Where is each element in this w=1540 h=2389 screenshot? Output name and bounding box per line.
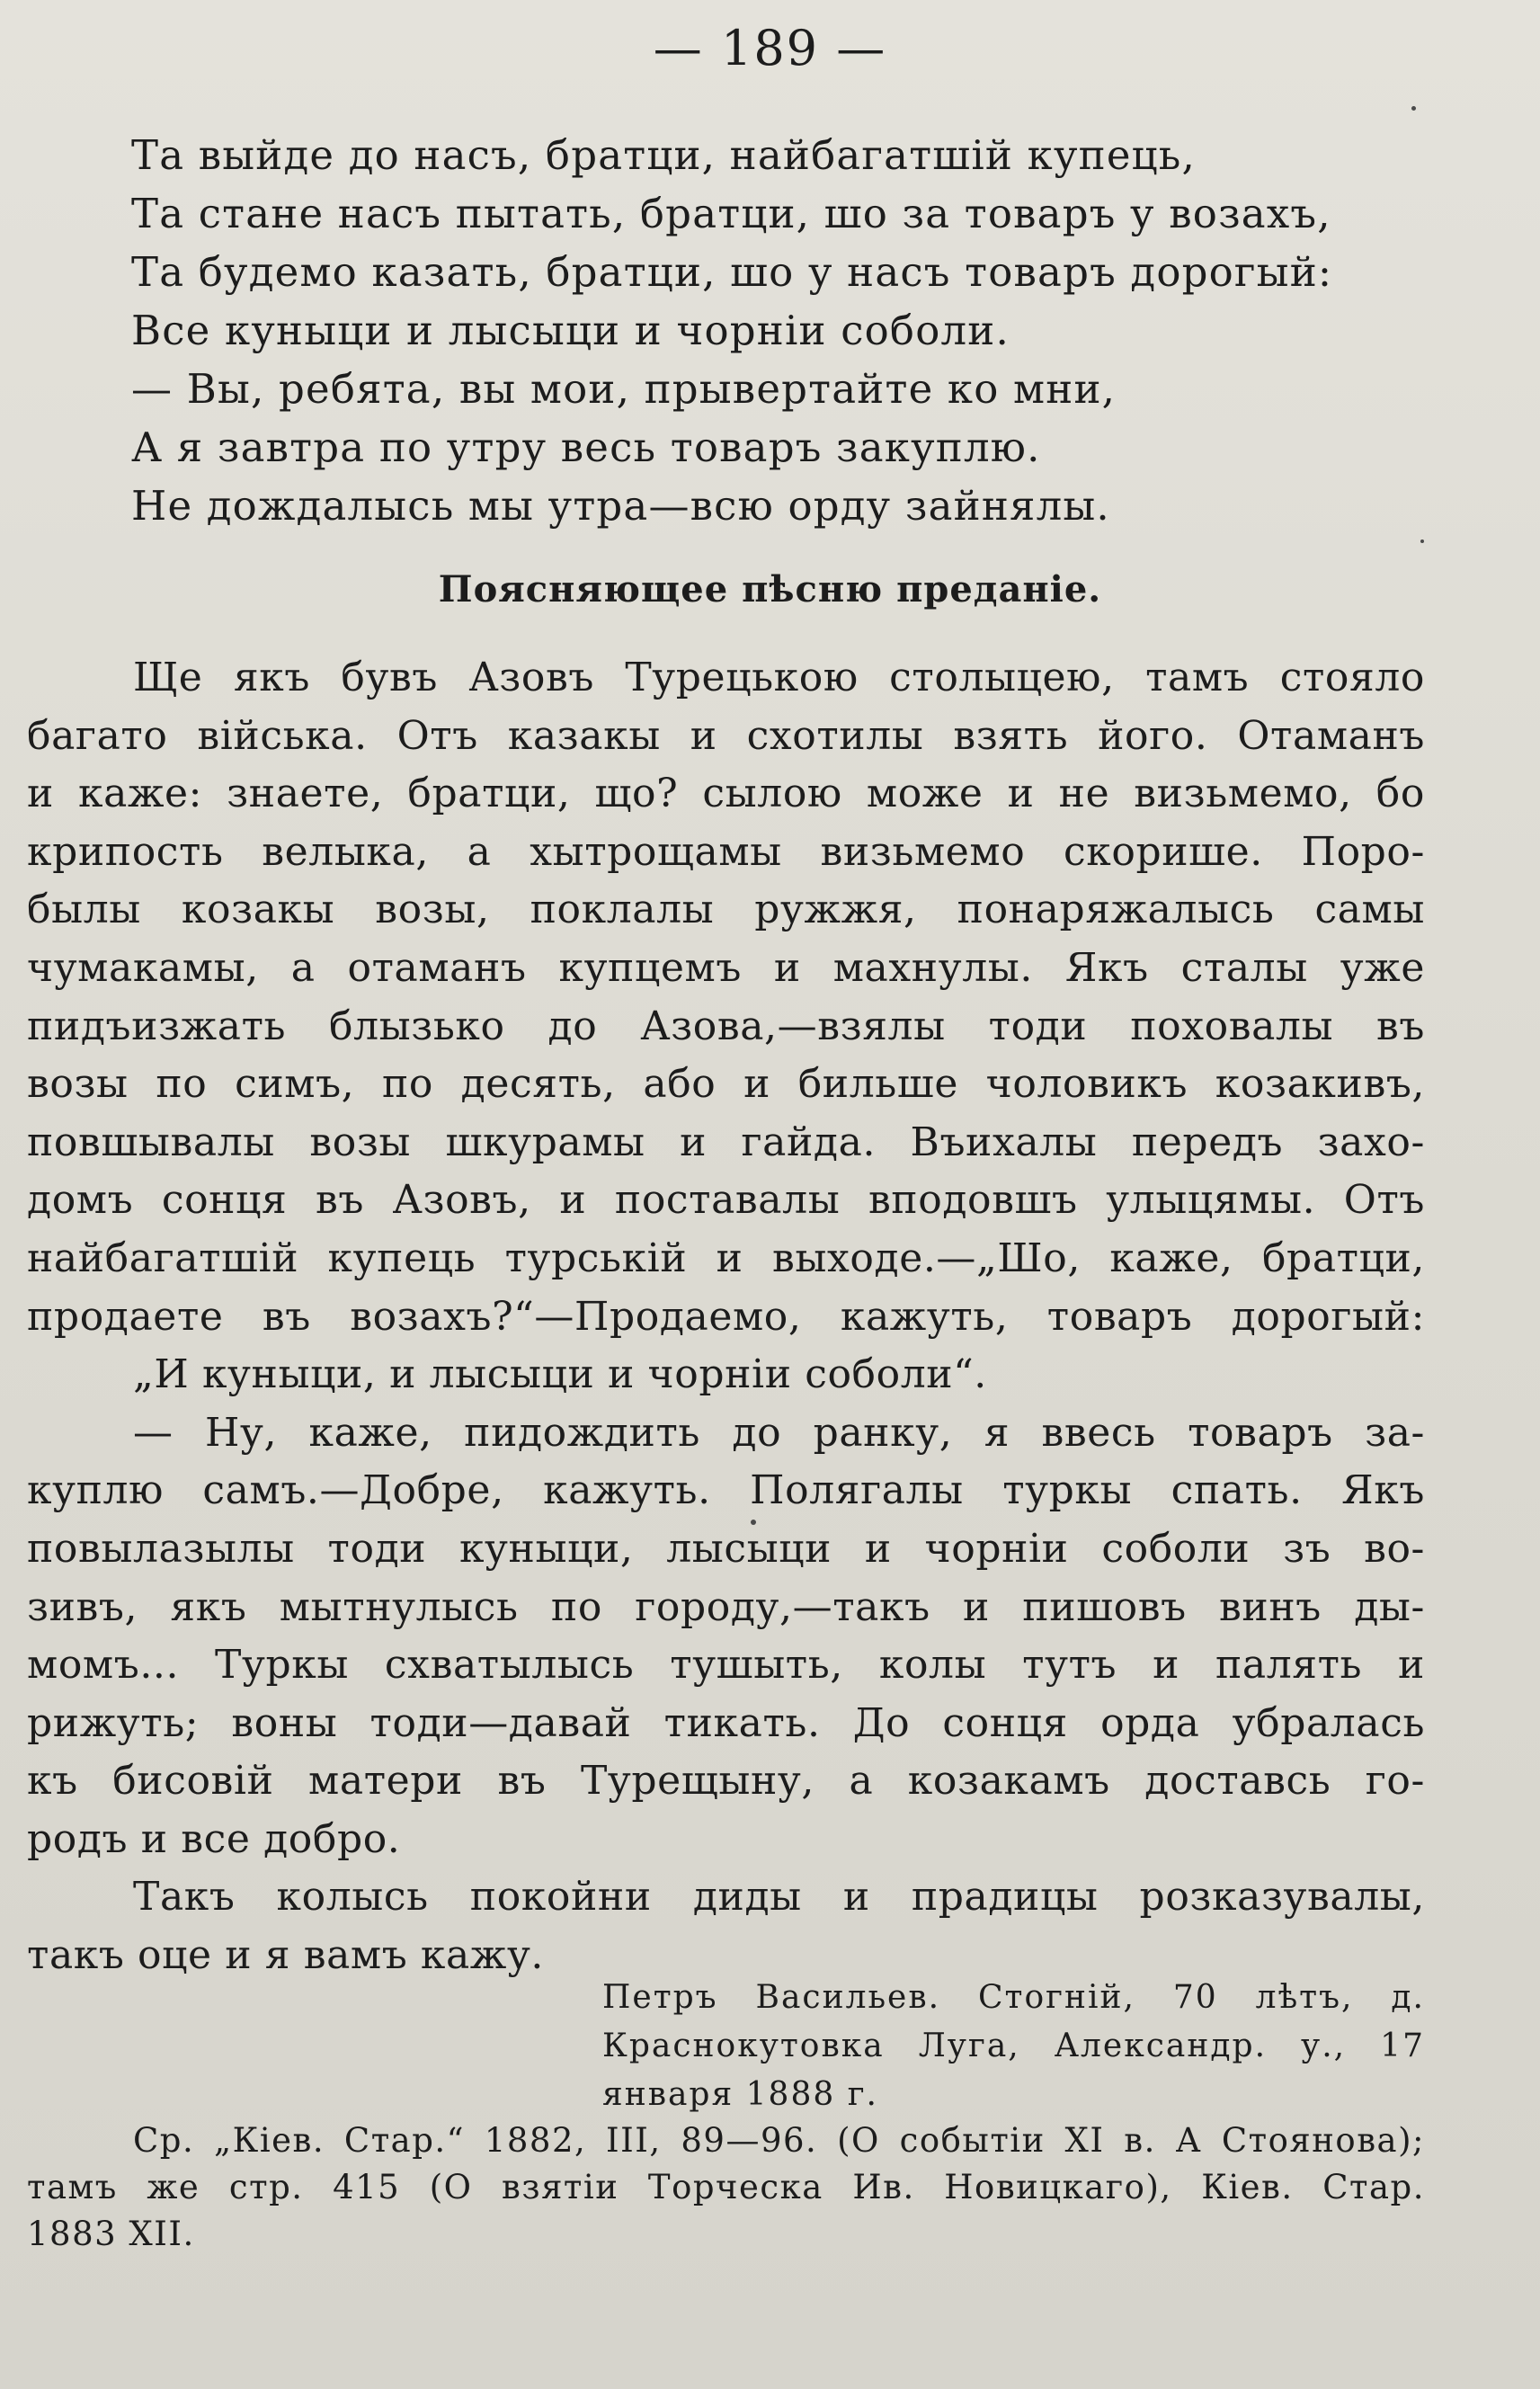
verse-line: Все куныци и лысыци и чорніи соболи. bbox=[131, 307, 1010, 354]
prose-line: „И куныци, и лысыци и чорніи соболи“. bbox=[133, 1351, 987, 1398]
prose-line: Ще якъ бувъ Азовъ Турецькою столыцею, тамъ стояло bbox=[133, 655, 1425, 700]
prose-line: чумакамы, а отаманъ купцемъ и махнулы. Якъ сталы уже bbox=[27, 944, 1425, 991]
attribution-line: Краснокутовка Луга, Александр. у., 17 bbox=[602, 2028, 1425, 2064]
prose-line: — Ну, каже, пидождить до ранку, я ввесь товаръ за- bbox=[133, 1409, 1425, 1456]
section-heading: Поясняющее пѣсню преданіе. bbox=[438, 568, 1102, 611]
ink-speck bbox=[751, 1520, 756, 1525]
prose-line: повылазылы тоди куныци, лысыци и чорніи соболи зъ во- bbox=[27, 1525, 1425, 1572]
reference-line: тамъ же стр. 415 (О взятіи Торческа Ив. Новицкаго), Кіев. Стар. bbox=[27, 2168, 1425, 2206]
song-verse bbox=[131, 126, 1453, 535]
prose-line: зивъ, якъ мытнулысь по городу,—такъ и пишовъ винъ ды- bbox=[27, 1583, 1425, 1630]
prose-line: родъ и все добро. bbox=[27, 1815, 401, 1862]
prose-line: и каже: знаете, братци, що? сылою може и не визьмемо, бо bbox=[27, 771, 1425, 817]
verse-line: А я завтра по утру весь товаръ закуплю. bbox=[131, 423, 1041, 471]
verse-line: Не дождалысь мы утра—всю орду зайнялы. bbox=[131, 482, 1110, 530]
references-note bbox=[27, 2117, 1425, 2258]
prose-line: къ бисовій матери въ Турещыну, а козакамъ доставсь го- bbox=[27, 1758, 1425, 1805]
attribution bbox=[602, 1974, 1425, 2119]
prose-line: момъ... Туркы схватылысь тушыть, колы тутъ и палять и bbox=[27, 1642, 1425, 1689]
page-number: — 189 — bbox=[653, 20, 887, 76]
prose-line: багато війська. Отъ казакы и схотилы взять його. Отаманъ bbox=[27, 712, 1425, 759]
prose-line: куплю самъ.—Добре, кажуть. Полягалы туркы спать. Якъ bbox=[27, 1467, 1425, 1514]
prose-line: продаете въ возахъ?“—Продаемо, кажуть, товаръ дорогый: bbox=[27, 1293, 1425, 1340]
reference-line: Ср. „Кіев. Стар.“ 1882, III, 89—96. (О событіи XI в. А Стоянова); bbox=[133, 2121, 1425, 2160]
prose-line: найбагатшій купець турській и выходе.—„Шо, каже, братци, bbox=[27, 1235, 1425, 1281]
prose-line: пидъизжать блызько до Азова,—взялы тоди поховалы въ bbox=[27, 1003, 1425, 1049]
attribution-line: Петръ Васильев. Стогній, 70 лѣтъ, д. bbox=[602, 1979, 1425, 2016]
prose-line: рижуть; воны тоди—давай тикать. До сонця орда убралась bbox=[27, 1699, 1425, 1746]
verse-line: — Вы, ребята, вы мои, прывертайте ко мни, bbox=[131, 365, 1117, 413]
ink-speck bbox=[1420, 539, 1424, 543]
attribution-line: января 1888 г. bbox=[602, 2076, 878, 2113]
prose-line: крипость велыка, а хытрощамы визьмемо скорише. Поро- bbox=[27, 828, 1425, 875]
verse-line: Та будемо казать, братци, шо у насъ товаръ дорогый: bbox=[131, 248, 1333, 296]
prose-line: былы козакы возы, поклалы ружжя, понаряжалысь самы bbox=[27, 887, 1425, 933]
verse-line: Та выйде до насъ, братци, найбагатшій купець, bbox=[131, 131, 1196, 179]
ink-speck bbox=[1411, 106, 1416, 111]
verse-line: Та стане насъ пытать, братци, шо за товаръ у возахъ, bbox=[131, 190, 1331, 237]
prose-line: возы по симъ, по десять, або и бильше чоловикъ козакивъ, bbox=[27, 1061, 1425, 1108]
prose-line: домъ сонця въ Азовъ, и поставалы вподовшъ улыцямы. Отъ bbox=[27, 1177, 1425, 1224]
prose-line: такъ оце и я вамъ кажу. bbox=[27, 1932, 545, 1979]
prose-line: повшывалы возы шкурамы и гайда. Въихалы передъ захо- bbox=[27, 1119, 1425, 1165]
reference-line: 1883 XII. bbox=[27, 2215, 195, 2253]
legend-text bbox=[27, 649, 1425, 1985]
prose-line: Такъ колысь покойни диды и прадицы розказувалы, bbox=[133, 1874, 1425, 1921]
